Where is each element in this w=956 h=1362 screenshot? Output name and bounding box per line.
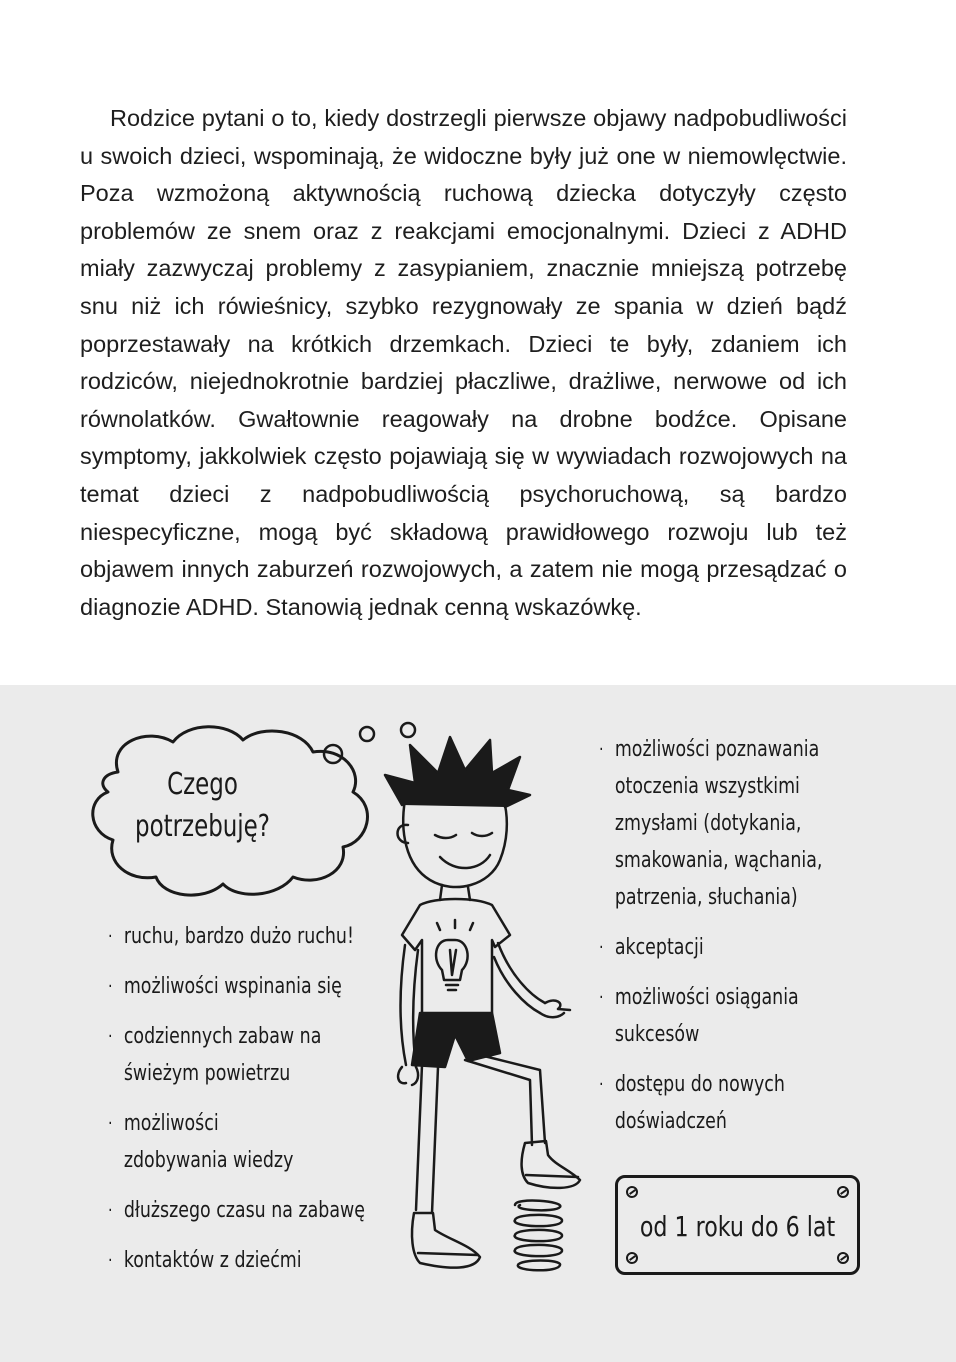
list-item: · dostępu do nowych doświadczeń xyxy=(599,1072,785,1134)
screw-icon xyxy=(626,1252,638,1264)
list-item: · możliwości wspinania się xyxy=(108,974,342,999)
age-range-plaque xyxy=(615,1175,860,1275)
age-range-label: od 1 roku do 6 lat xyxy=(639,1210,836,1243)
screw-icon xyxy=(837,1252,849,1264)
screw-icon xyxy=(626,1186,638,1198)
list-item: · możliwości zdobywania wiedzy xyxy=(108,1111,294,1173)
body-paragraph: Rodzice pytani o to, kiedy dostrzegli pierwsze objawy nadpobudliwości u swoich dzieci, wspominają, że widoczne były już one w niemowlęctwie. Poza wzmożoną aktywnością ruchową dziecka dotyczyły często problemów ze snem oraz z reakcjami emocjonalnymi. Dzieci z ADHD miały zazwyczaj problemy z zasypianiem, znacznie mniejszą potrzebę snu niż ich rówieśnicy, szybko rezygnowały ze spania w dzień bądź poprzestawały na krótkich drzemkach. Dzieci te były, zdaniem ich rodziców, niejednokrotnie bardziej płaczliwe, drażliwe, nerwowe od ich równolatków. Gwałtownie reagowały na drobne bodźce. Opisane symptomy, jakkolwiek często pojawiają się w wywiadach rozwojowych na temat dzieci z nadpobudliwością psychoruchową, są bardzo niespecyficzne, mogą być składową prawidłowego rozwoju lub też objawem innych zaburzeń rozwojowych, a zatem nie mogą przesądzać o diagnozie ADHD. Stanowią jednak cenną wskazówkę. xyxy=(80,105,847,620)
list-item: · akceptacji xyxy=(599,935,704,960)
cloud-title xyxy=(132,764,272,848)
list-item: · możliwości osiągania sukcesów xyxy=(599,985,799,1047)
list-item: · dłuższego czasu na zabawę xyxy=(108,1198,366,1223)
list-item: · kontaktów z dziećmi xyxy=(108,1248,302,1273)
boy-on-spring-illustration xyxy=(380,735,600,1280)
needs-list-right xyxy=(599,731,899,1153)
list-item: · możliwości poznawania otoczenia wszystkimi zmysłami (dotykania, smakowania, wąchania, patrzenia, słuchania) xyxy=(599,737,823,910)
cloud-title-line2: potrzebuję? xyxy=(135,809,270,844)
screw-icon xyxy=(837,1186,849,1198)
cloud-title-line1: Czego xyxy=(167,767,238,802)
list-item: · ruchu, bardzo dużo ruchu! xyxy=(108,924,354,949)
list-item: · codziennych zabaw na świeżym powietrzu xyxy=(108,1024,322,1086)
